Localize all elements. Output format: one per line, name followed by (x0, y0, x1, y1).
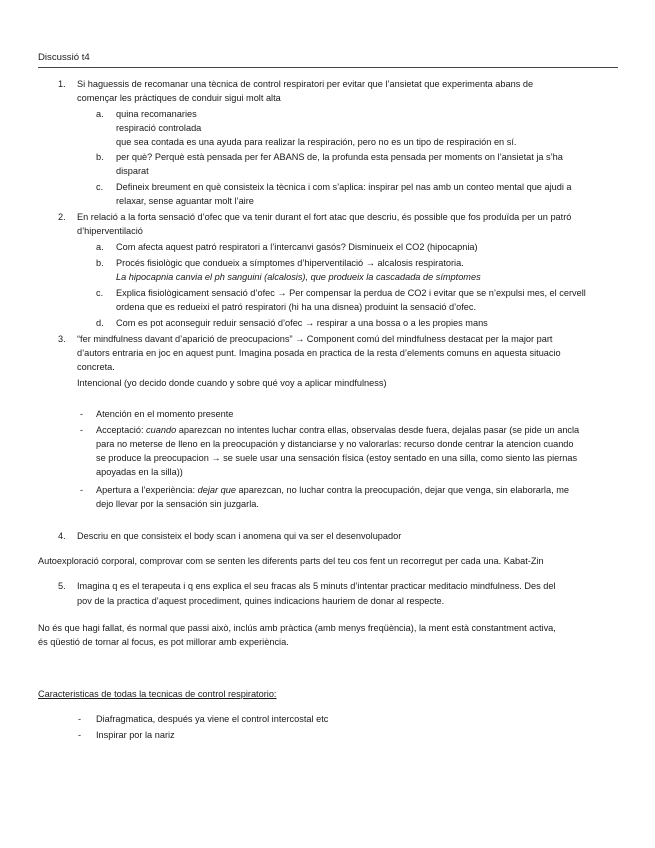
document-page (38, 52, 618, 68)
section-item2: Inspirar por la nariz (96, 730, 175, 740)
q3-bullet3-line1: Apertura a l’experiència: dejar que aparezcan, no luchar contra la preocupación, dejar que venga, sin elaborarla, me (96, 485, 569, 495)
q3-bullet1-marker: - (80, 409, 84, 419)
q1-number: 1. (58, 79, 66, 89)
q1b-text-line2: disparat (116, 166, 149, 176)
q5-number: 5. (58, 581, 66, 591)
q3-bullet2-line3: se produce la preocupacion → se suele usar una sensación física (estoy sentado en una silla, como siento las piernas (96, 453, 578, 463)
q3-bullet2-line1: Acceptació: cuando aparezcan no intentes luchar contra ellas, observalas desde fuera, dejalas pasar (se pide un ancla (96, 425, 580, 435)
q2b-text: Procés fisiològic que condueix a símptomes d’hiperventilació → alcalosis respiratoria. (116, 258, 464, 268)
q4-answer: Autoexploració corporal, comprovar com se senten les diferents parts del teu cos fent un recorregut per cada una. Kabat-Zin (38, 556, 544, 566)
q3-bullet3-marker: - (80, 485, 84, 495)
q2-text-line2: d’hiperventilació (77, 226, 143, 236)
q3-text-line1: “fer mindfulness davant d’aparició de preocupacions” → Component comú del mindfulness destacat per la major part (77, 334, 553, 344)
q5-answer-line2: és qüestió de tornar al focus, es pot millorar amb experiència. (38, 637, 289, 647)
section-item1: Diafragmatica, después ya viene el control intercostal etc (96, 714, 329, 724)
q3-bullet2-line4: apoyadas en la silla)) (96, 467, 183, 477)
q1b-text-line1: per què? Perquè està pensada per fer ABANS de, la profunda esta pensada per moments on l’ansietat ja s’ha (116, 152, 563, 162)
q1c-letter: c. (96, 182, 104, 192)
q1a-letter: a. (96, 109, 104, 119)
q1a-answer-line1: respiració controlada (116, 123, 202, 133)
q1a-text: quina recomanaries (116, 109, 197, 119)
q1c-text-line1: Defineix breument en què consisteix la tècnica i com s’aplica: inspirar pel nas amb un conteo mental que ajudi a (116, 182, 572, 192)
q5-answer-line1: No és que hagi fallat, és normal que passi això, inclús amb pràctica (amb menys freqüència), la ment està constantment activa, (38, 623, 556, 633)
section-bullet1-marker: - (78, 714, 82, 724)
section-bullet2-marker: - (78, 730, 82, 740)
q1-text-line1: Si haguessis de recomanar una tècnica de control respiratori per evitar que l’ansietat que experimenta abans de (77, 79, 534, 89)
q5-text-line1: Imagina q es el terapeuta i q ens explica el seu fracas als 5 minuts d’intentar practicar meditacio mindfulness. Des del (77, 581, 556, 591)
q2d-text: Com es pot aconseguir reduir sensació d’ofec → respirar a una bossa o a les propies mans (116, 318, 488, 328)
q2b-answer: La hipocapnia canvia el ph sanguini (alcalosis), que produeix la cascadada de símptomes (116, 272, 481, 282)
q3-intencional: Intencional (yo decido donde cuando y sobre qué voy a aplicar mindfulness) (77, 378, 387, 388)
q5-text-line2: pov de la practica d’aquest procediment, quines indicacions hauriem de donar al respecte. (77, 596, 445, 606)
q3-bullet2-line2: para no meterse de lleno en la preocupación y distanciarse y no valorarlas: recurso donde centrar la atencion cuando (96, 439, 574, 449)
q3-bullet1-text: Atención en el momento presente (96, 409, 234, 419)
section-title: Caracteristicas de todas la tecnicas de control respiratorio: (38, 689, 277, 699)
q2d-letter: d. (96, 318, 104, 328)
q1a-answer-line2: que sea contada es una ayuda para realizar la respiración, pero no es un tipo de respiración en sí. (116, 137, 517, 147)
q3-text-line2: d’autors entraria en joc en aquest punt. Imagina posada en practica de la resta d’elements comuns en aquesta situacio (77, 348, 561, 358)
page-header: Discussió t4 (38, 52, 618, 68)
q4-text: Descriu en que consisteix el body scan i anomena qui va ser el desenvolupador (77, 531, 402, 541)
q2c-text-line1: Explica fisiològicament sensació d’ofec → Per compensar la perdua de CO2 i evitar que se n’expulsi mes, el cervell (116, 288, 586, 298)
q2a-text: Com afecta aquest patró respiratori a l’intercanvi gasós? Disminueix el CO2 (hipocapnia) (116, 242, 478, 252)
q2-number: 2. (58, 212, 66, 222)
q4-number: 4. (58, 531, 66, 541)
q1b-letter: b. (96, 152, 104, 162)
q2b-letter: b. (96, 258, 104, 268)
q2c-text-line2: ordena que es redueixi el patró respiratori (hi ha una disnea) produint la sensació d’ofec. (116, 302, 477, 312)
q2a-letter: a. (96, 242, 104, 252)
q3-number: 3. (58, 334, 66, 344)
q1c-text-line2: relaxar, sense aguantar molt l’aire (116, 196, 254, 206)
q3-bullet2-marker: - (80, 425, 84, 435)
q1-text-line2: començar les pràctiques de conduir sigui molt alta (77, 93, 281, 103)
q3-bullet3-line2: dejo llevar por la sensación sin juzgarla. (96, 499, 259, 509)
q2c-letter: c. (96, 288, 104, 298)
q3-text-line3: concreta. (77, 362, 115, 372)
q2-text-line1: En relació a la forta sensació d’ofec que va tenir durant el fort atac que descriu, és possible que fos produïda per un patró (77, 212, 572, 222)
